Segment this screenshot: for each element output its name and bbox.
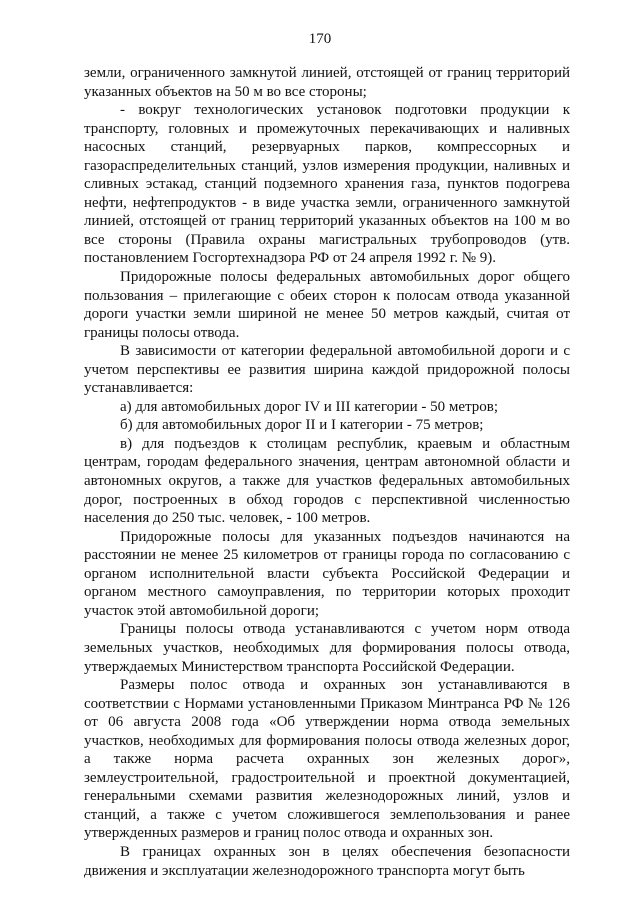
paragraph-5: а) для автомобильных дорог IV и III категории - 50 метров; <box>120 398 499 415</box>
paragraph-6: б) для автомобильных дорог II и I категории - 75 метров; <box>120 417 484 434</box>
document-body <box>84 64 570 880</box>
paragraph-4: В зависимости от категории федеральной автомобильной дороги и с учетом перспективы ее развития ширина каждой придорожной полосы устанавливается: <box>84 343 570 397</box>
paragraph-9: Границы полосы отвода устанавливаются с учетом норм отвода земельных участков, необходимых для формирования полосы отвода, утверждаемых Министерством транспорта Российской Федерации. <box>84 621 570 675</box>
paragraph-10: Размеры полос отвода и охранных зон устанавливаются в соответствии с Нормами установленными Приказом Минтранса РФ № 126 от 06 августа 2008 года «Об утверждении норма отвода земельных участков, необходимых для формирования полосы отвода железных дорог, а также норма расчета охранных зон железных дорог», землеустроительной, градостроительной и проектной документацией, генеральными схемами развития железнодорожных линий, узлов и станций, а также с учетом сложившегося землепользования и ранее утвержденных размеров и границ полос отвода и охранных зон. <box>84 677 570 842</box>
paragraph-7: в) для подъездов к столицам республик, краевым и областным центрам, городам федерального значения, центрам автономной области и автономных округов, а также для участков федеральных автомобильных дорог, построенных в обход городов с перспективной численностью населения до 250 тыс. человек, - 100 метров. <box>84 435 570 527</box>
page-number: 170 <box>308 31 332 47</box>
paragraph-2: - вокруг технологических установок подготовки продукции к транспорту, головных и промежуточных перекачивающих и наливных насосных станций, резервуарных парков, компрессорных и газораспределительных станций, узлов измерения продукции, наливных и сливных эстакад, станций подземного хранения газа, пунктов подогрева нефти, нефтепродуктов - в виде участка земли, ограниченного замкнутой линией, отстоящей от границ территорий указанных объектов на 100 м во все стороны (Правила охраны магистральных трубопроводов (утв. постановлением Госгортехнадзора РФ от 24 апреля 1992 г. № 9). <box>84 102 570 267</box>
paragraph-3: Придорожные полосы федеральных автомобильных дорог общего пользования – прилегающие с обеих сторон к полосам отвода указанной дороги участки земли шириной не менее 50 метров каждый, считая от границы полосы отвода. <box>84 269 570 341</box>
paragraph-1: земли, ограниченного замкнутой линией, отстоящей от границ территорий указанных объектов на 50 м во все стороны; <box>84 65 570 100</box>
paragraph-11: В границах охранных зон в целях обеспечения безопасности движения и эксплуатации железнодорожного транспорта могут быть <box>84 843 570 879</box>
paragraph-8: Придорожные полосы для указанных подъездов начинаются на расстоянии не менее 25 километров от границы города по согласованию с органом исполнительной власти субъекта Российской Федерации и органом местного самоуправления, по территории которых проходит участок этой автомобильной дороги; <box>84 528 570 619</box>
